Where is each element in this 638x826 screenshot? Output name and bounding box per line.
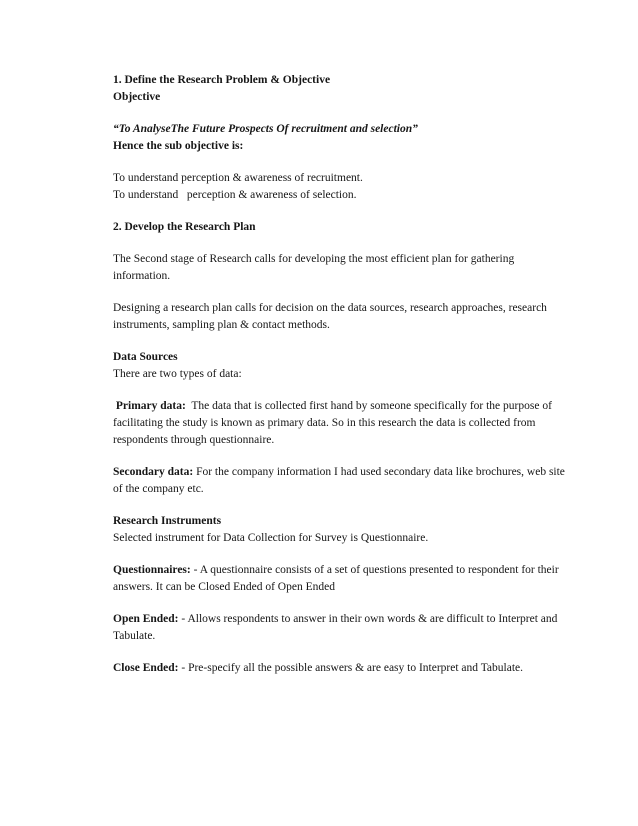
close-ended-text: - Pre-specify all the possible answers & are easy to Interpret and Tabulate. bbox=[181, 662, 524, 674]
sub-objective-1: To understand perception & awareness of recruitment. bbox=[113, 172, 363, 184]
questionnaires-label: Questionnaires: bbox=[113, 564, 194, 576]
paragraph-primary-data bbox=[113, 398, 568, 449]
paragraph-close-ended bbox=[113, 660, 568, 677]
primary-data-label: Primary data: bbox=[113, 400, 189, 412]
open-ended-text: - Allows respondents to answer in their own words & are difficult to Interpret and Tabulate. bbox=[113, 613, 561, 642]
open-ended-label: Open Ended: bbox=[113, 613, 182, 625]
paragraph-objective-quote bbox=[113, 121, 568, 155]
data-sources-intro: There are two types of data: bbox=[113, 368, 242, 380]
sub-objective-2: To understand perception & awareness of selection. bbox=[113, 189, 357, 201]
paragraph-secondary-data bbox=[113, 464, 568, 498]
primary-data-text: The data that is collected first hand by someone specifically for the purpose of facilitating the study is known as primary data. So in this research the data is collected from respondents through questionnaire. bbox=[113, 400, 555, 446]
section-2-title: 2. Develop the Research Plan bbox=[113, 221, 256, 233]
paragraph-data-sources bbox=[113, 349, 568, 383]
close-ended-label: Close Ended: bbox=[113, 662, 182, 674]
paragraph-questionnaires bbox=[113, 562, 568, 596]
paragraph-research-instruments bbox=[113, 513, 568, 547]
objective-label: Objective bbox=[113, 91, 161, 103]
section-1-title: 1. Define the Research Problem & Objective bbox=[113, 74, 331, 86]
research-instruments-text: Selected instrument for Data Collection for Survey is Questionnaire. bbox=[113, 532, 429, 544]
paragraph-objective-heading bbox=[113, 72, 568, 106]
paragraph-second-stage bbox=[113, 251, 568, 285]
paragraph-open-ended bbox=[113, 611, 568, 645]
research-instruments-heading: Research Instruments bbox=[113, 515, 222, 527]
questionnaires-text: - A questionnaire consists of a set of questions presented to respondent for their answers. It can be Closed Ended of Open Ended bbox=[113, 564, 562, 593]
second-stage-text: The Second stage of Research calls for developing the most efficient plan for gathering information. bbox=[113, 253, 518, 282]
sub-objective-label: Hence the sub objective is: bbox=[113, 140, 244, 152]
paragraph-designing-plan bbox=[113, 300, 568, 334]
paragraph-section-2-heading bbox=[113, 219, 568, 236]
secondary-data-text: For the company information I had used secondary data like brochures, web site of the company etc. bbox=[113, 466, 568, 495]
objective-quote: “To AnalyseThe Future Prospects Of recruitment and selection” bbox=[113, 123, 418, 135]
paragraph-sub-objectives bbox=[113, 170, 568, 204]
secondary-data-label: Secondary data: bbox=[113, 466, 197, 478]
designing-plan-text: Designing a research plan calls for decision on the data sources, research approaches, research instruments, sampling plan & contact methods. bbox=[113, 302, 550, 331]
data-sources-heading: Data Sources bbox=[113, 351, 178, 363]
